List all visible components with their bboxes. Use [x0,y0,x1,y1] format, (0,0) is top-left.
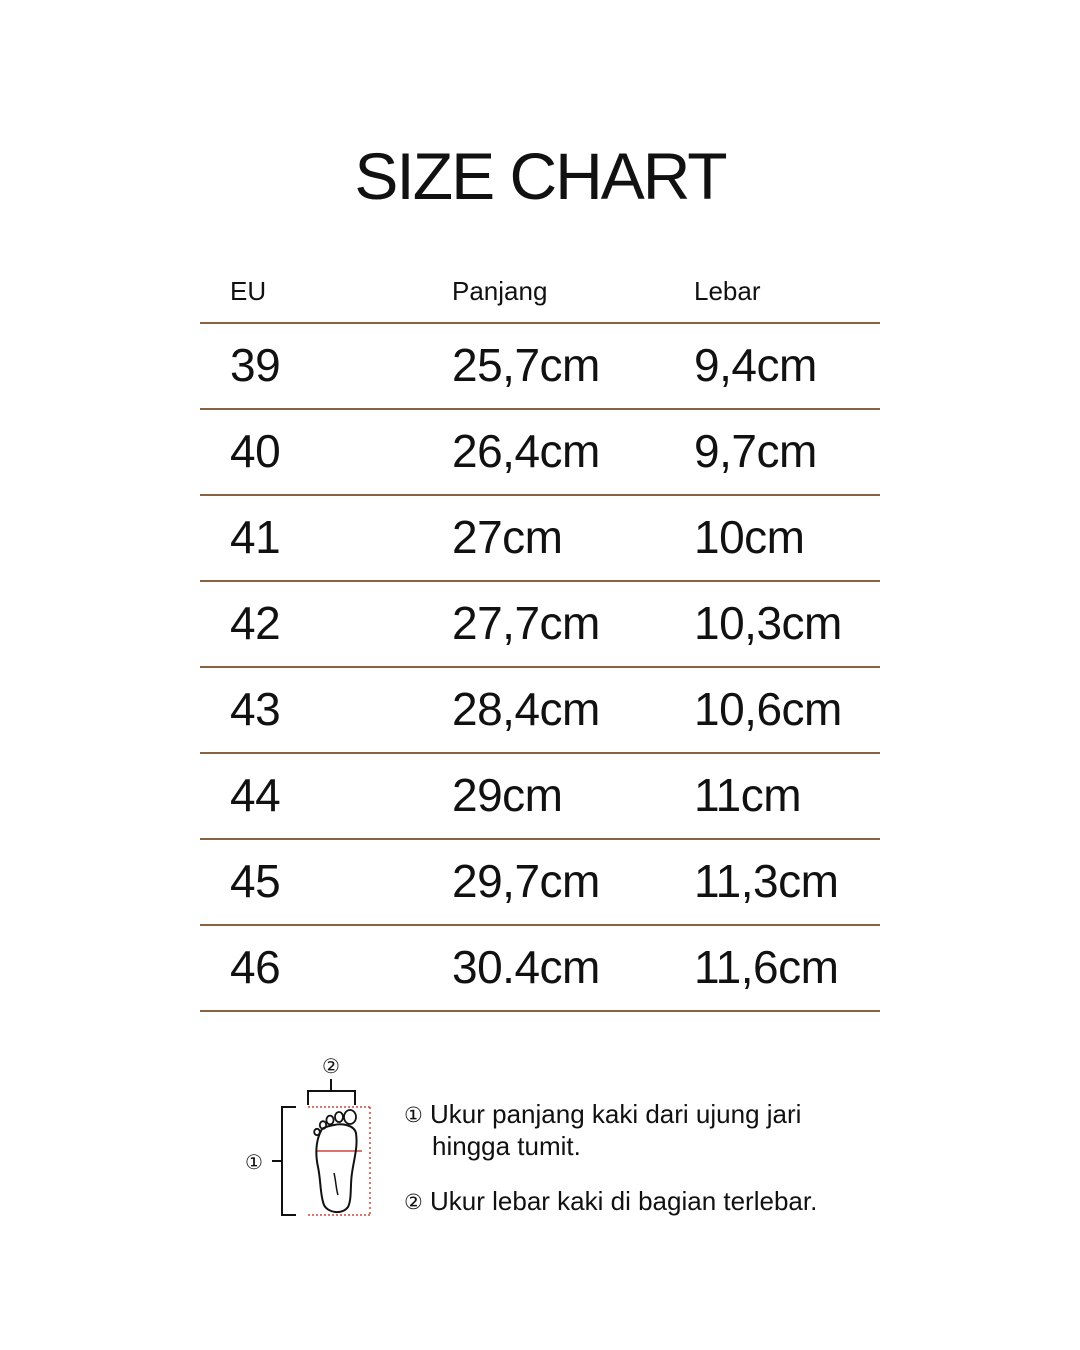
cell-lebar: 10cm [694,511,805,563]
width-label: ② [322,1055,340,1078]
header-eu: EU [230,276,267,306]
cell-panjang: 29cm [452,769,563,821]
table-row [200,840,880,926]
cell-eu: 39 [230,339,281,391]
instruction-width [404,1186,817,1218]
cell-lebar: 9,4cm [694,339,817,391]
cell-panjang: 27,7cm [452,597,600,649]
cell-eu: 46 [230,941,281,993]
cell-lebar: 11cm [694,769,802,821]
header-panjang: Panjang [452,276,548,306]
table-row [200,926,880,1012]
instruction-text-continued: hingga tumit. [432,1131,581,1161]
cell-eu: 45 [230,855,281,907]
table-header [200,270,880,324]
instruction-length [404,1099,801,1161]
instruction-text: Ukur panjang kaki dari ujung jari [430,1099,802,1129]
cell-lebar: 10,3cm [694,597,842,649]
table-row [200,668,880,754]
table-row [200,582,880,668]
cell-lebar: 11,6cm [694,941,839,993]
cell-panjang: 28,4cm [452,683,600,735]
cell-lebar: 9,7cm [694,425,817,477]
foot-measure-icon [238,1055,378,1225]
cell-eu: 44 [230,769,281,821]
cell-panjang: 29,7cm [452,855,600,907]
table-row [200,410,880,496]
cell-panjang: 27cm [452,511,563,563]
length-label: ① [245,1150,263,1174]
cell-eu: 41 [230,511,281,563]
cell-lebar: 11,3cm [694,855,839,907]
cell-panjang: 30.4cm [452,941,600,993]
instruction-marker: ② [404,1191,423,1214]
table-row [200,324,880,410]
table-row [200,496,880,582]
header-lebar: Lebar [694,276,761,306]
cell-panjang: 26,4cm [452,425,600,477]
cell-eu: 40 [230,425,281,477]
cell-lebar: 10,6cm [694,683,842,735]
table-row [200,754,880,840]
page-title: SIZE CHART [354,139,726,213]
cell-eu: 43 [230,683,281,735]
instruction-marker: ① [404,1104,423,1127]
instruction-text: Ukur lebar kaki di bagian terlebar. [430,1186,818,1216]
cell-eu: 42 [230,597,281,649]
size-table [200,270,880,1012]
cell-panjang: 25,7cm [452,339,600,391]
